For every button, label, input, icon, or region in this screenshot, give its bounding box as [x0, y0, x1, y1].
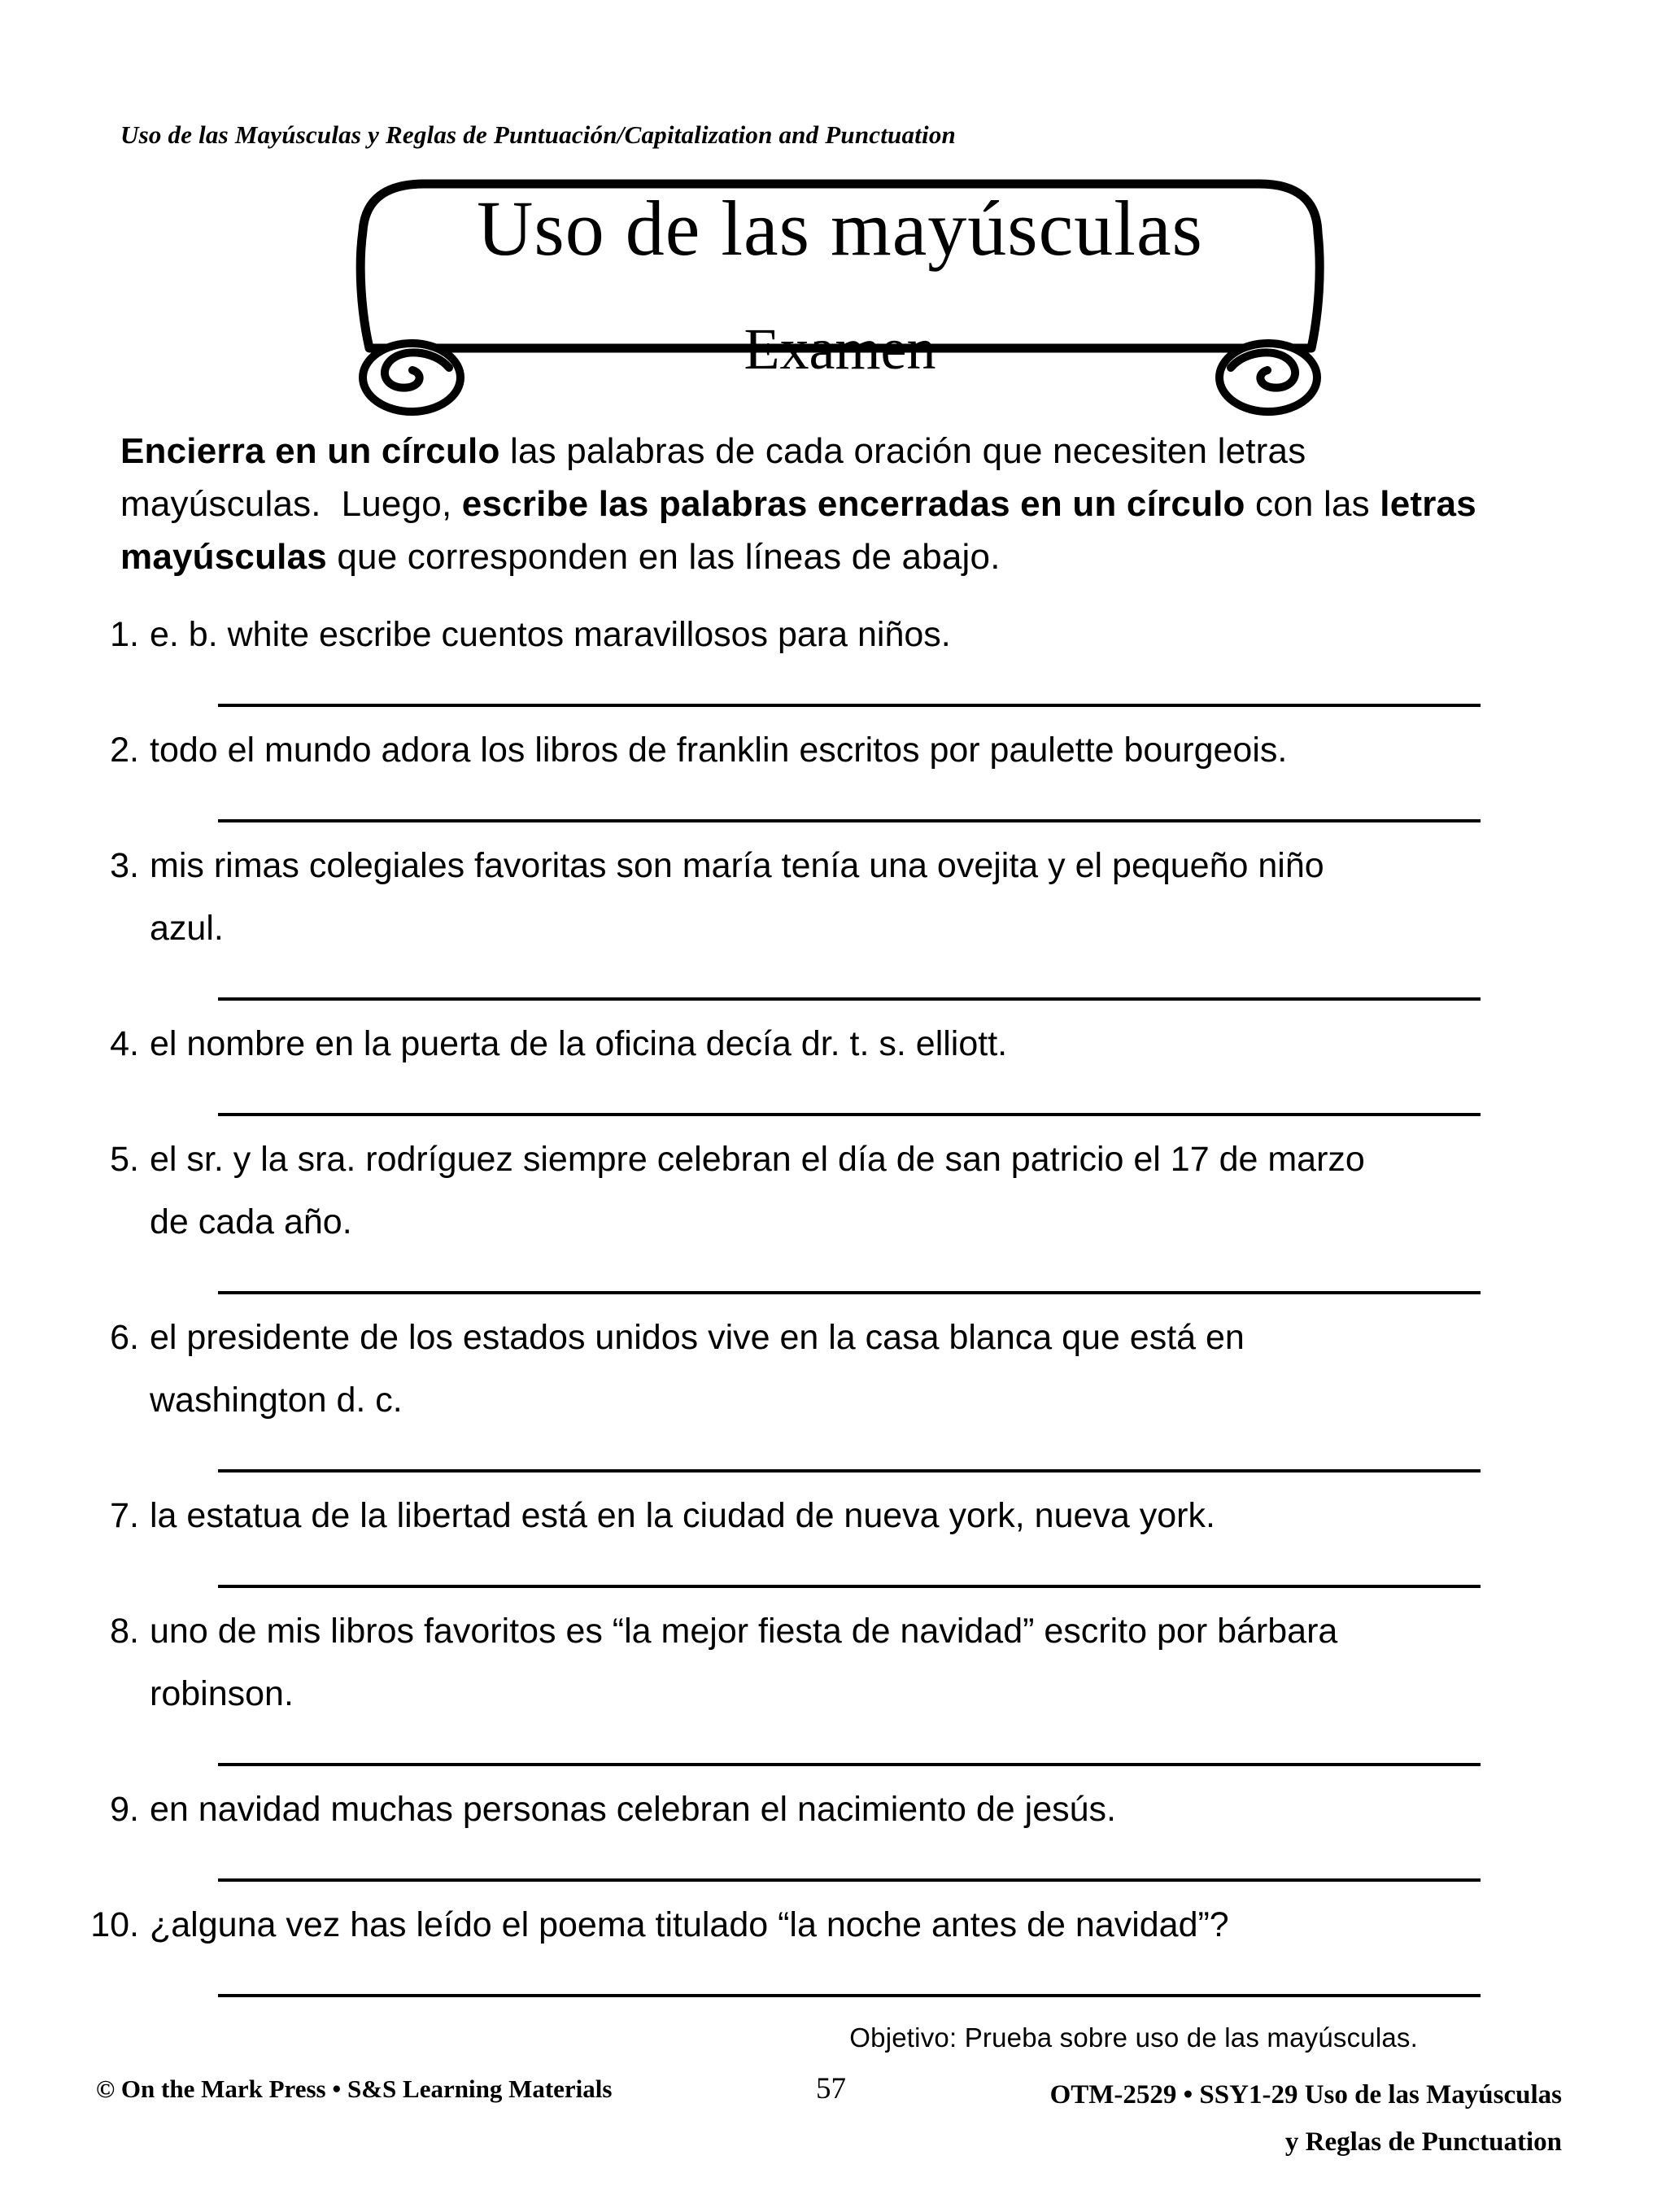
item-sentence: e. b. white escribe cuentos maravillosos para niños. [150, 615, 951, 654]
item-sentence: el sr. y la sra. rodríguez siempre celebran el día de san patricio el 17 de marzo de cada año. [150, 1140, 1365, 1241]
running-head: Uso de las Mayúsculas y Reglas de Puntuación/Capitalization and Punctuation [120, 120, 956, 149]
answer-line [218, 1994, 1481, 1997]
item-number: 8. [110, 1612, 139, 1651]
exercise-item [85, 835, 1550, 1001]
objective-note: Objetivo: Prueba sobre uso de las mayúsculas. [849, 2022, 1418, 2053]
exercise-item [85, 1600, 1550, 1766]
answer-line [218, 997, 1481, 1001]
sentence-row [85, 719, 1550, 782]
instruction-text-bold: Encierra en un círculo [120, 431, 500, 471]
catalog-reference-line2: y Reglas de Punctuation [1284, 2127, 1562, 2157]
exercise-item [85, 1894, 1550, 1997]
sentence-row [85, 1485, 1550, 1547]
answer-line [218, 1469, 1481, 1472]
item-sentence: en navidad muchas personas celebran el nacimiento de jesús. [150, 1790, 1117, 1829]
sentence-row [85, 1013, 1550, 1075]
item-sentence: uno de mis libros favoritos es “la mejor fiesta de navidad” escrito por bárbara robinson. [150, 1612, 1338, 1713]
item-sentence: todo el mundo adora los libros de franklin escritos por paulette bourgeois. [150, 731, 1288, 770]
item-number: 1. [110, 615, 139, 654]
exercise-item [85, 1307, 1550, 1472]
instruction-line [120, 425, 1476, 478]
exercise-item [85, 604, 1550, 707]
answer-line [218, 1585, 1481, 1588]
instruction-text-bold: escribe las palabras encerradas en un círculo [461, 484, 1245, 524]
exercise-item [85, 1778, 1550, 1882]
item-number: 4. [110, 1024, 139, 1063]
answer-line [218, 1113, 1481, 1116]
title-banner [350, 172, 1330, 429]
exercise-item [85, 1485, 1550, 1588]
page-number: 57 [816, 2072, 847, 2105]
catalog-reference-line1: OTM-2529 • SSY1-29 Uso de las Mayúsculas [1049, 2080, 1562, 2109]
instruction-text: que corresponden en las líneas de abajo. [326, 537, 1001, 577]
item-sentence: el presidente de los estados unidos vive en la casa blanca que está en washington d. c. [150, 1318, 1245, 1420]
sentence-row [85, 1600, 1550, 1726]
exercise-list [85, 604, 1550, 2009]
answer-line [218, 819, 1481, 822]
page-footer [96, 2071, 1562, 2166]
instruction-line [120, 478, 1476, 530]
item-number: 3. [110, 846, 139, 885]
exercise-item [85, 719, 1550, 822]
instruction-text: mayúsculas. Luego, [120, 484, 462, 524]
sentence-row [85, 604, 1550, 666]
sentence-row [85, 1894, 1550, 1957]
item-number: 6. [110, 1318, 139, 1357]
instruction-text: con las [1245, 484, 1380, 524]
instruction-text: las palabras de cada oración que necesiten letras [499, 431, 1306, 471]
sentence-row [85, 1778, 1550, 1841]
answer-line [218, 1878, 1481, 1882]
answer-line [218, 1291, 1481, 1294]
item-number: 5. [110, 1140, 139, 1179]
exercise-item [85, 1128, 1550, 1294]
instruction-text-bold: letras [1380, 484, 1476, 524]
catalog-reference [1050, 2071, 1562, 2166]
exercise-item [85, 1013, 1550, 1116]
item-number: 7. [110, 1496, 139, 1535]
sentence-row [85, 1307, 1550, 1432]
instruction-text-bold: mayúsculas [120, 537, 327, 577]
sentence-row [85, 1128, 1550, 1254]
item-sentence: la estatua de la libertad está en la ciudad de nueva york, nueva york. [150, 1496, 1215, 1535]
copyright: © On the Mark Press • S&S Learning Materials [96, 2075, 613, 2103]
item-sentence: mis rimas colegiales favoritas son maría tenía una ovejita y el pequeño niño azul. [150, 846, 1324, 948]
answer-line [218, 704, 1481, 707]
item-sentence: ¿alguna vez has leído el poema titulado “la noche antes de navidad”? [150, 1905, 1229, 1944]
item-number: 9. [110, 1790, 139, 1829]
sentence-row [85, 835, 1550, 960]
instructions [120, 425, 1476, 583]
page-title: Uso de las mayúsculas [477, 185, 1203, 272]
item-sentence: el nombre en la puerta de la oficina decía dr. t. s. elliott. [150, 1024, 1008, 1063]
page-subtitle: Examen [744, 316, 936, 382]
answer-line [218, 1763, 1481, 1766]
item-number: 10. [90, 1905, 139, 1944]
instruction-line [120, 530, 1476, 583]
item-number: 2. [110, 731, 139, 770]
